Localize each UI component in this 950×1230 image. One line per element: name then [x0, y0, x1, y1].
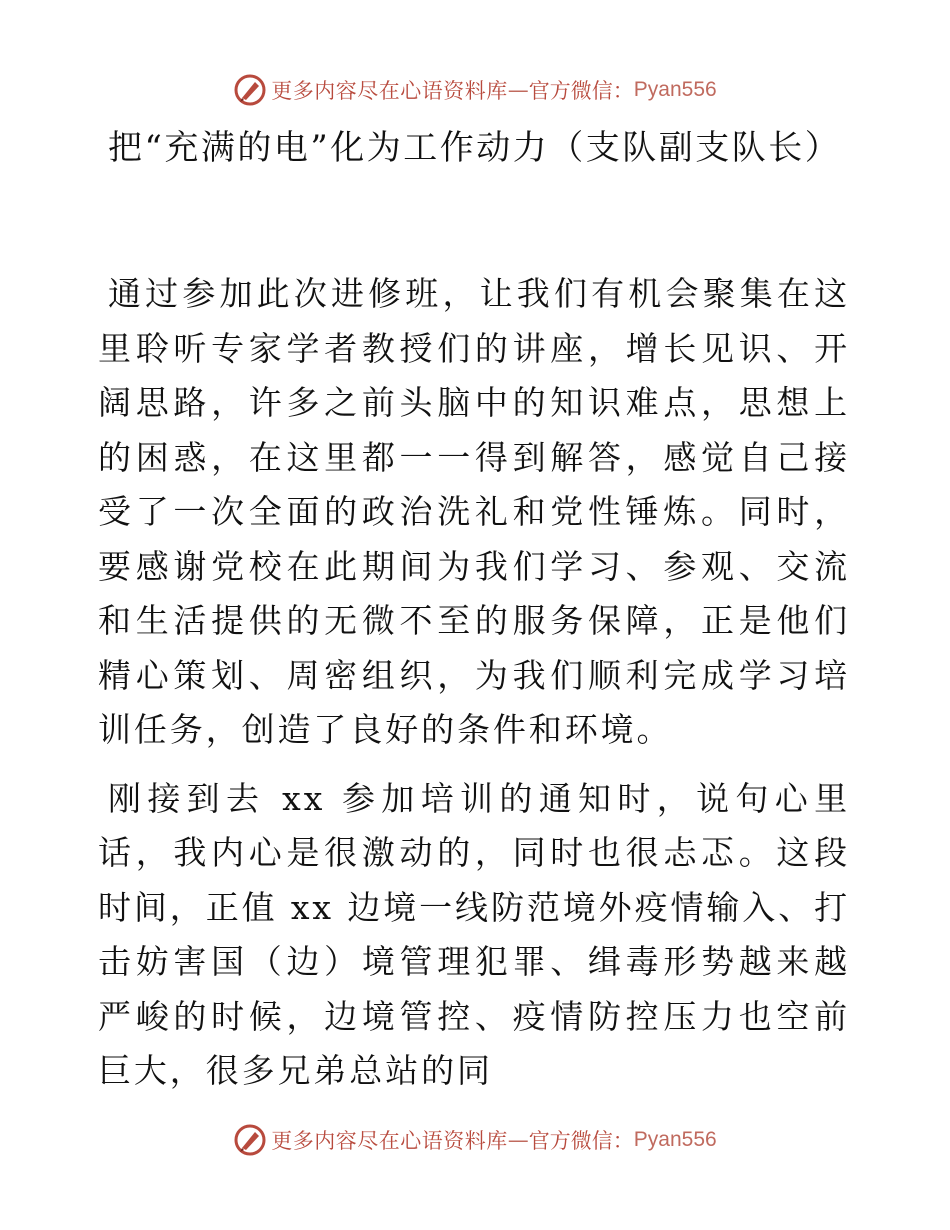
watermark-separator: — — [507, 1128, 529, 1152]
footer-watermark — [0, 1120, 950, 1160]
watermark-brand: 更多内容尽在心语资料库 — [271, 1129, 508, 1153]
watermark-wechat-label: 官方微信： — [528, 79, 634, 103]
document-title: 把“充满的电”化为工作动力（支队副支队长） — [108, 128, 842, 168]
watermark-wechat-handle: Pyan556 — [633, 1128, 717, 1151]
watermark-separator: — — [507, 78, 529, 102]
paragraph-1: 通过参加此次进修班，让我们有机会聚集在这里聆听专家学者教授们的讲座，增长见识、开阔思路，许多之前头脑中的知识难点，思想上的困惑，在这里都一一得到解答，感觉自己接受了一次全面的政治洗礼和党性锤炼。同时，要感谢党校在此期间为我们学习、参观、交流和生活提供的无微不至的服务保障，正是他们精心策划、周密组织，为我们顺利完成学习培训任务，创造了良好的条件和环境。 — [98, 274, 850, 749]
paragraph-2: 刚接到去 xx 参加培训的通知时，说句心里话，我内心是很激动的，同时也很忐忑。这段时间，正值 xx 边境一线防范境外疫情输入、打击妨害国（边）境管理犯罪、缉毒形势越来越严峻的时候，边境管控、疫情防控压力也空前巨大，很多兄弟总站的同 — [98, 778, 850, 1090]
watermark-wechat-handle: Pyan556 — [633, 78, 717, 101]
pen-logo-icon — [233, 1123, 267, 1157]
document-body — [98, 267, 850, 1099]
header-watermark — [0, 70, 950, 110]
pen-logo-icon — [233, 73, 267, 107]
watermark-brand: 更多内容尽在心语资料库 — [271, 79, 508, 103]
watermark-wechat-label: 官方微信： — [528, 1129, 634, 1153]
